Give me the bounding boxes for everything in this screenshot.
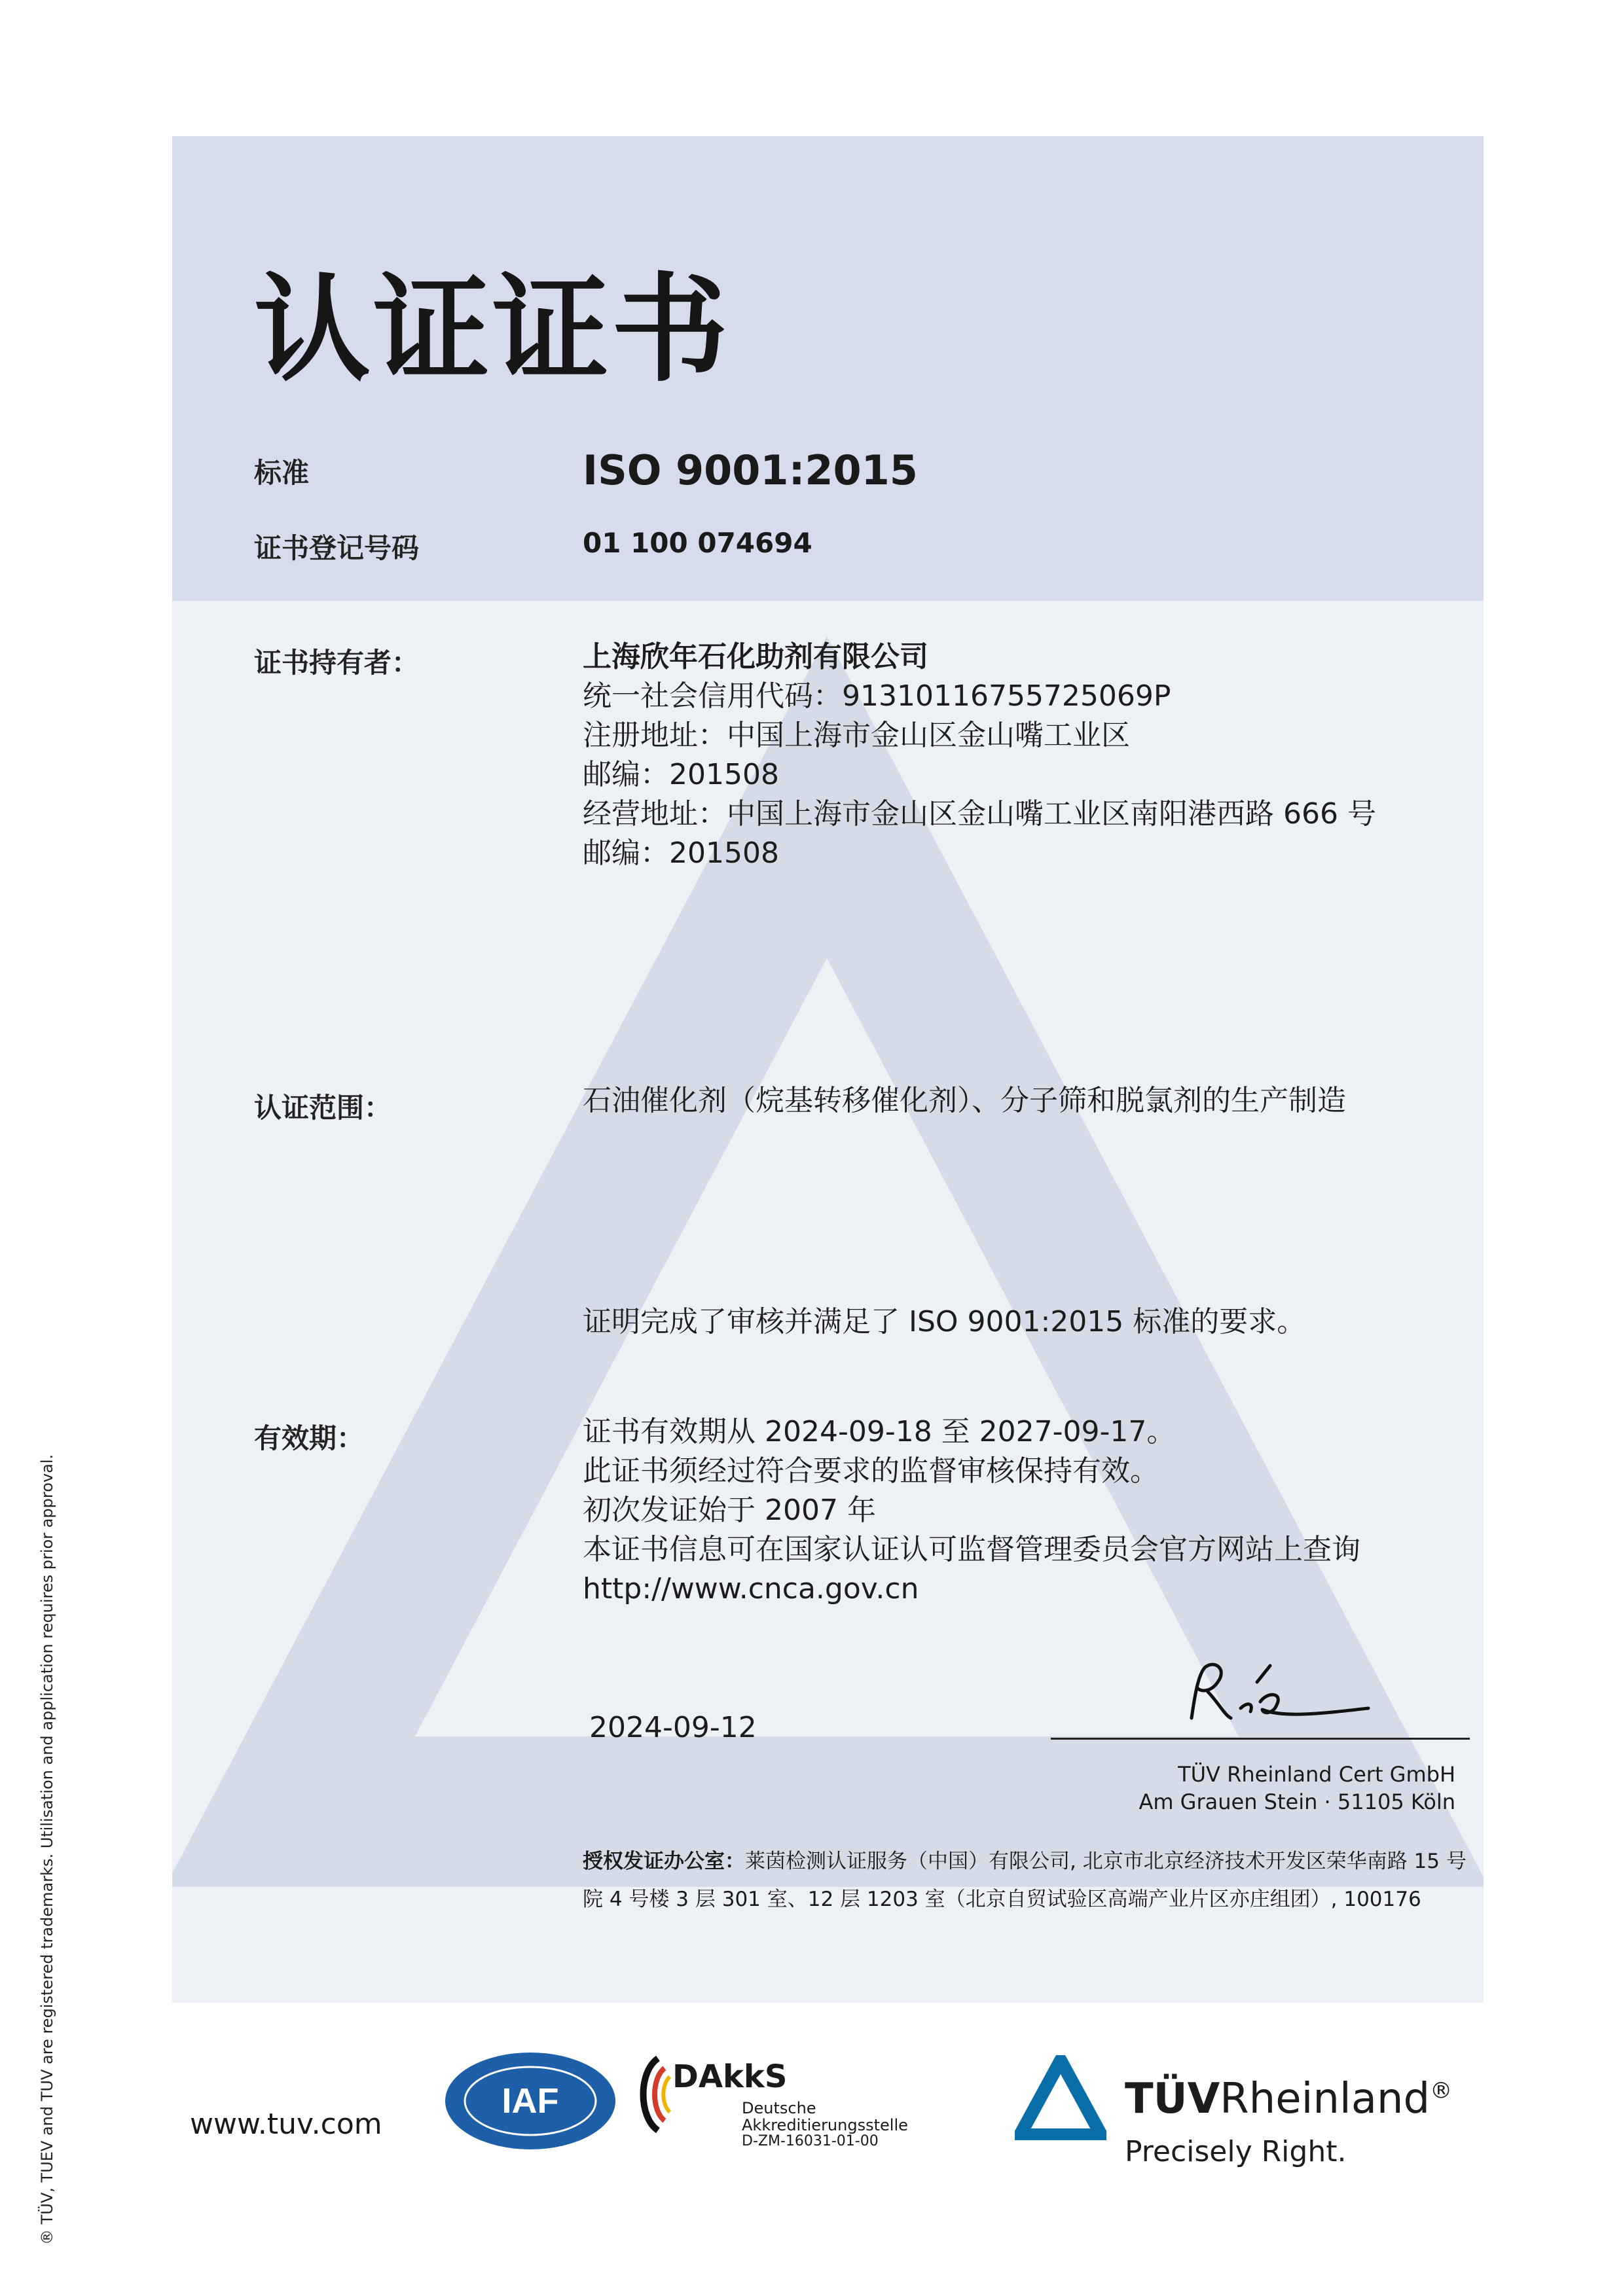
- footer-website[interactable]: www.tuv.com: [190, 2108, 382, 2141]
- registered-mark: ®: [1430, 2077, 1453, 2104]
- iaf-logo-text: IAF: [501, 2081, 559, 2121]
- holder-label: 证书持有者：: [254, 647, 420, 679]
- validity-query-note: 本证书信息可在国家认证认可监督管理委员会官方网站上查询: [583, 1533, 1360, 1566]
- signature-icon: [1178, 1656, 1375, 1734]
- registration-label: 证书登记号码: [254, 532, 420, 564]
- issuing-office-text: 莱茵检测认证服务（中国）有限公司, 北京市北京经济技术开发区荣华南路 15 号院 4 号楼 3 层 301 室、12 层 1203 室（北京自贸试验区高端产业片区亦庄组团）, 100176: [583, 1850, 1467, 1911]
- dakks-line-1: Deutsche: [742, 2099, 816, 2117]
- signature-line: [1051, 1738, 1470, 1740]
- dakks-line-2: Akkreditierungsstelle: [742, 2116, 908, 2134]
- validity-label: 有效期：: [254, 1422, 365, 1454]
- cnca-link[interactable]: http://www.cnca.gov.cn: [583, 1572, 919, 1605]
- issue-date: 2024-09-12: [589, 1711, 757, 1744]
- registration-number: 01 100 074694: [583, 527, 812, 559]
- iaf-logo-icon: [442, 2049, 619, 2153]
- holder-business-postcode: 邮编：201508: [583, 836, 779, 870]
- holder-business-address: 经营地址：中国上海市金山区金山嘴工业区南阳港西路 666 号: [583, 797, 1376, 831]
- tuv-triangle-logo-icon: [1015, 2055, 1106, 2140]
- validity-period: 证书有效期从 2024-09-18 至 2027-09-17。: [583, 1415, 1176, 1448]
- compliance-statement: 证明完成了审核并满足了 ISO 9001:2015 标准的要求。: [583, 1305, 1306, 1338]
- scope-value: 石油催化剂（烷基转移催化剂）、分子筛和脱氯剂的生产制造: [583, 1084, 1346, 1117]
- tuv-brand-bold: TÜV: [1125, 2075, 1220, 2123]
- holder-registered-postcode: 邮编：201508: [583, 758, 779, 791]
- issuing-office: [583, 1842, 1486, 1918]
- dakks-code: D-ZM-16031-01-00: [742, 2133, 879, 2149]
- tuv-brand-rest: Rheinland: [1220, 2075, 1431, 2123]
- issuer-block: [1139, 1761, 1455, 1816]
- scope-label: 认证范围：: [254, 1092, 392, 1124]
- holder-details: [583, 637, 1376, 873]
- validity-surveillance-note: 此证书须经过符合要求的监督审核保持有效。: [583, 1454, 1159, 1488]
- holder-credit-code: 统一社会信用代码：91310116755725069P: [583, 679, 1171, 713]
- trademark-note: ® TÜV, TUEV and TUV are registered trademarks. Utilisation and application requires prior approval.: [38, 1454, 56, 2245]
- certificate-title: 认证证书: [254, 262, 731, 397]
- validity-details: [583, 1412, 1360, 1609]
- holder-registered-address: 注册地址：中国上海市金山区金山嘴工业区: [583, 719, 1130, 752]
- tuv-brand: [1125, 2075, 1452, 2123]
- dakks-title: DAkkS: [672, 2058, 788, 2095]
- standard-label: 标准: [254, 457, 310, 489]
- issuer-name: TÜV Rheinland Cert GmbH: [1178, 1762, 1455, 1787]
- issuer-address: Am Grauen Stein · 51105 Köln: [1139, 1789, 1455, 1814]
- tuv-slogan: Precisely Right.: [1125, 2135, 1347, 2168]
- holder-company-name: 上海欣年石化助剂有限公司: [583, 640, 928, 673]
- standard-value: ISO 9001:2015: [583, 446, 918, 494]
- issuing-office-label: 授权发证办公室：: [583, 1850, 745, 1873]
- validity-first-issue: 初次发证始于 2007 年: [583, 1494, 876, 1527]
- dakks-mark-icon: [632, 2052, 671, 2137]
